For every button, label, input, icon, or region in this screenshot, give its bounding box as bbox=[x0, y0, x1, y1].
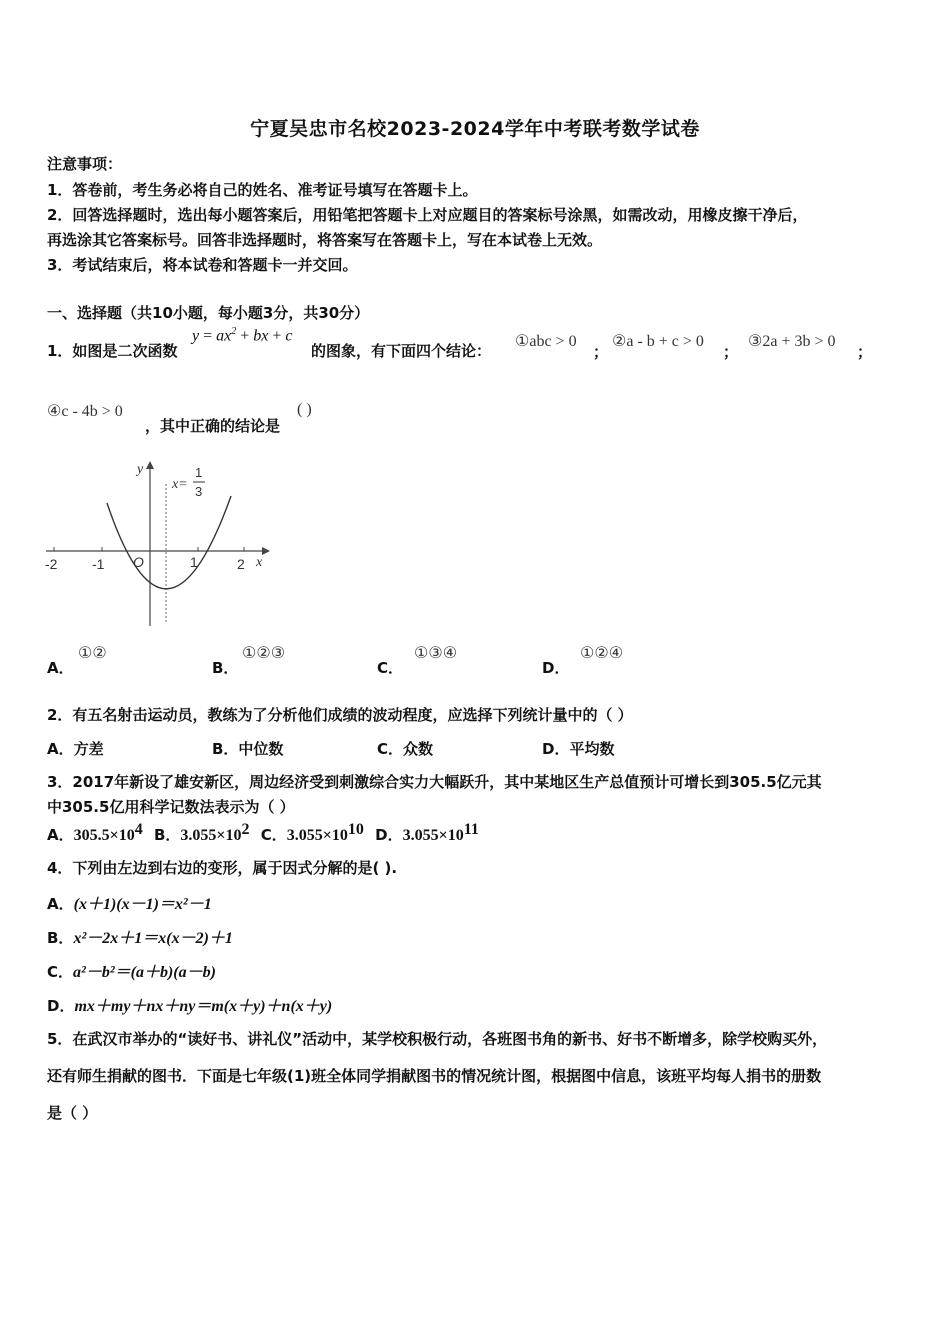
q2-option-a[interactable]: A．方差 bbox=[47, 740, 104, 758]
q3-option-b[interactable]: B．$3.055\times 10^2$ bbox=[153, 821, 250, 844]
notes-heading: 注意事项： bbox=[47, 155, 123, 173]
q1-option-b-letter[interactable]: B． bbox=[212, 659, 239, 677]
q4-option-b[interactable]: B．x²－2x＋1＝x(x－2)＋1 bbox=[47, 929, 233, 947]
tick-label-neg2: -2 bbox=[45, 556, 58, 572]
page-title: 宁夏吴忠市名校2023-2024学年中考联考数学试卷 bbox=[250, 118, 700, 140]
q3-stem-line1: 3．2017年新设了雄安新区，周边经济受到刺激综合实力大幅跃升，其中某地区生产总值预计可增长到305.5亿元其 bbox=[47, 773, 822, 791]
notes-item-2-cont: 再选涂其它答案标号。回答非选择题时，将答案写在答题卡上，写在本试卷上无效。 bbox=[47, 231, 603, 249]
symmetry-frac-num: 1 bbox=[195, 465, 203, 480]
q1-conclusion-3: ③2a + 3b > 0 bbox=[748, 333, 836, 350]
q1-option-d-letter[interactable]: D． bbox=[542, 659, 570, 677]
q3-option-d[interactable]: D．$3.055\times 10^{11}$ bbox=[375, 821, 479, 844]
tick-label-2: 2 bbox=[237, 556, 245, 572]
notes-item-3: 3．考试结束后，将本试卷和答题卡一并交回。 bbox=[47, 256, 358, 274]
q5-stem-line1: 5．在武汉市举办的“读好书、讲礼仪”活动中，某学校积极行动，各班图书角的新书、好书不断增多，除学校购买外， bbox=[47, 1030, 828, 1048]
q1-answer-paren: ( ) bbox=[297, 401, 312, 418]
notes-item-1: 1．答卷前，考生务必将自己的姓名、准考证号填写在答题卡上。 bbox=[47, 181, 478, 199]
q1-option-c-value[interactable]: ①③④ bbox=[414, 645, 458, 662]
symmetry-label: x= bbox=[172, 477, 188, 492]
q1-function: $y = ax^2$ + bx + c bbox=[192, 326, 293, 345]
section-heading: 一、选择题（共10小题，每小题3分，共30分） bbox=[47, 304, 370, 322]
q3-option-c[interactable]: C．$3.055\times 10^{10}$ bbox=[260, 821, 364, 844]
q4-stem: 4．下列由左边到右边的变形，属于因式分解的是( ). bbox=[47, 859, 398, 877]
q1-option-a-letter[interactable]: A． bbox=[47, 659, 74, 677]
q1-stem-prefix: 1．如图是二次函数 bbox=[47, 342, 178, 360]
q4-option-d[interactable]: D．mx＋my＋nx＋ny＝m(x＋y)＋n(x＋y) bbox=[47, 997, 333, 1015]
q1-conclusion-2: ②a - b + c > 0 bbox=[612, 333, 704, 350]
q5-stem-line2: 还有师生捐献的图书．下面是七年级(1)班全体同学捐献图书的情况统计图，根据图中信息，该班平均每人捐书的册数 bbox=[47, 1067, 822, 1085]
q1-option-a-value[interactable]: ①② bbox=[78, 645, 107, 662]
q1-option-d-value[interactable]: ①②④ bbox=[580, 645, 624, 662]
q1-conclusion-1: ①abc > 0 bbox=[515, 333, 577, 350]
q1-sep-1: ； bbox=[593, 343, 609, 361]
q1-conclusion-4: ④c - 4b > 0 bbox=[47, 403, 123, 420]
x-axis-label: x bbox=[256, 555, 263, 570]
notes-item-2: 2．回答选择题时，选出每小题答案后，用铅笔把答题卡上对应题目的答案标号涂黑，如需改动，用橡皮擦干净后， bbox=[47, 206, 808, 224]
q2-option-d[interactable]: D．平均数 bbox=[542, 740, 615, 758]
q1-sep-2: ； bbox=[723, 343, 739, 361]
q5-stem-line3: 是（ ） bbox=[47, 1104, 98, 1122]
q1-sep-3: ； bbox=[857, 343, 873, 361]
q1-option-c-letter[interactable]: C． bbox=[377, 659, 404, 677]
q4-option-a[interactable]: A．(x＋1)(x－1)＝x²－1 bbox=[47, 895, 212, 913]
q1-parabola-graph bbox=[44, 456, 274, 628]
q3-options-row bbox=[47, 821, 479, 845]
origin-label: O bbox=[133, 554, 144, 570]
x-axis-arrow bbox=[262, 547, 270, 555]
tick-label-neg1: -1 bbox=[92, 556, 105, 572]
q1-stem-middle: 的图象，有下面四个结论： bbox=[311, 342, 492, 360]
q3-stem-line2: 中305.5亿用科学记数法表示为（ ） bbox=[47, 798, 295, 816]
q2-option-c[interactable]: C．众数 bbox=[377, 740, 434, 758]
q4-option-c[interactable]: C．a²－b²＝(a＋b)(a－b) bbox=[47, 963, 216, 981]
q1-option-b-value[interactable]: ①②③ bbox=[242, 645, 286, 662]
symmetry-frac-den: 3 bbox=[195, 484, 203, 499]
parabola-curve bbox=[107, 496, 231, 589]
q2-option-b[interactable]: B．中位数 bbox=[212, 740, 284, 758]
tick-label-1: 1 bbox=[190, 554, 198, 570]
q2-stem: 2．有五名射击运动员，教练为了分析他们成绩的波动程度，应选择下列统计量中的（ ） bbox=[47, 706, 633, 724]
y-axis-label: y bbox=[137, 462, 144, 477]
q1-stem-suffix: ，其中正确的结论是 bbox=[145, 417, 281, 435]
y-axis-arrow bbox=[146, 461, 154, 469]
q3-option-a[interactable]: A．$305.5\times 10^4$ bbox=[47, 821, 143, 844]
